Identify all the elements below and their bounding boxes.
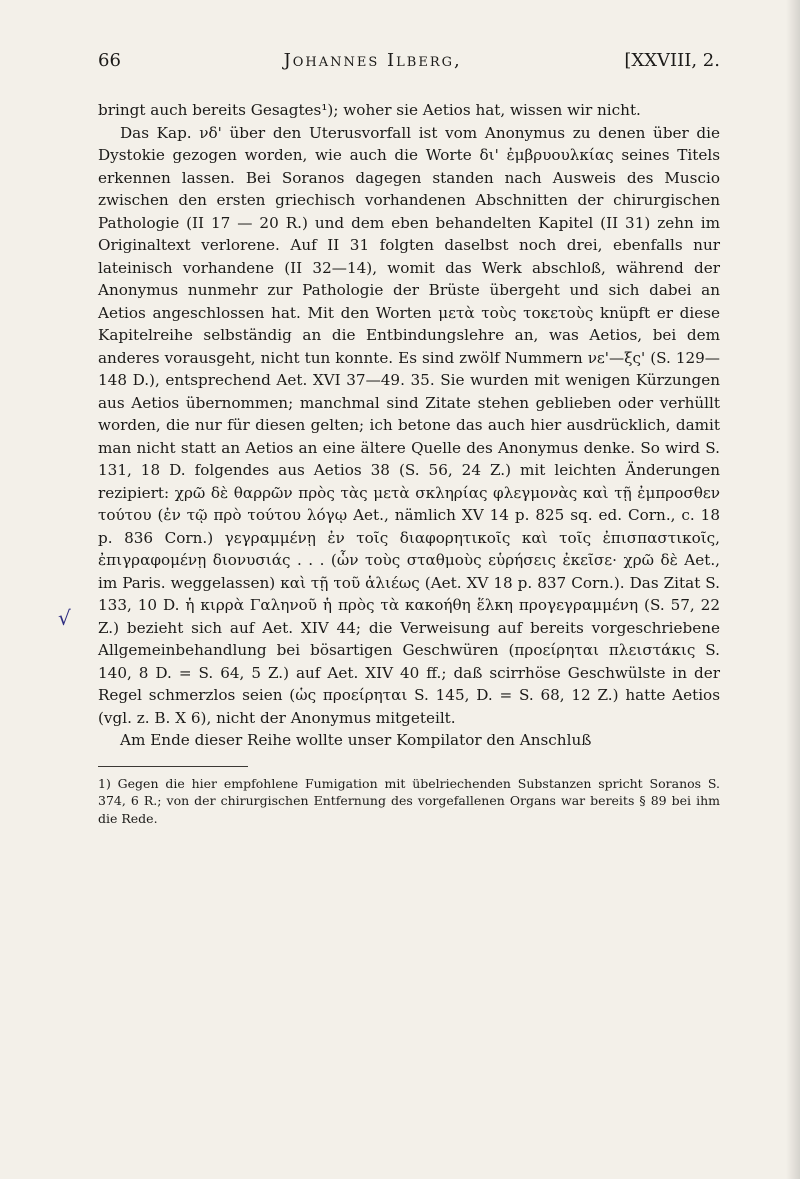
footnote-divider (98, 766, 248, 767)
page-number: 66 (98, 50, 121, 71)
paragraph-2: Das Kap. νδ' über den Uterusvorfall ist vom Anonymus zu denen über die Dystokie gezogen worden, wie auch die Worte δι' ἐμβρυουλκίας seines Titels erkennen lassen. Bei Soranos dagegen standen nach Ausweis des Muscio zwischen den ersten griechisch vorhandenen Abschnitten der chirurgischen Pathologie (II 17 — 20 R.) und dem eben behandelten Kapitel (II 31) zehn im Originaltext verlorene. Auf II 31 folgten daselbst noch drei, ebenfalls nur lateinisch vorhandene (II 32—14), womit das Werk abschloß, während der Anonymus nunmehr zur Pathologie der Brüste übergeht und sich dabei an Aetios angeschlossen hat. Mit den Worten μετὰ τοὺς τοκετοὺς knüpft er diese Kapitelreihe selbständig an die Entbindungslehre an, was Aetios, bei dem anderes vorausgeht, nicht tun konnte. Es sind zwölf Nummern νε'—ξς' (S. 129—148 D.), entsprechend Aet. XVI 37—49. 35. Sie wurden mit wenigen Kürzungen aus Aetios übernommen; manchmal sind Zitate stehen geblieben oder verhüllt worden, die nur für diesen gelten; ich betone das auch hier ausdrücklich, damit man nicht statt an Aetios an eine ältere Quelle des Anonymus denke. So wird S. 131, 18 D. folgendes aus Aetios 38 (S. 56, 24 Z.) mit leichten Änderungen rezipiert: χρῶ δὲ θαρρῶν πρὸς τὰς μετὰ σκληρίας φλεγμονὰς καὶ τῇ ἐμπροσθεν τούτου (ἐν τῷ πρὸ τούτου λόγῳ Aet., nämlich XV 14 p. 825 sq. ed. Corn., c. 18 p. 836 Corn.) γεγραμμένῃ ἐν τοῖς διαφορητικοῖς καὶ τοῖς ἐπισπαστικοῖς, ἐπιγραφομένῃ διονυσιάς . . . (ὧν τοὺς σταθμοὺς εὑρήσεις ἐκεῖσε· χρῶ δὲ Aet., im Paris. weggelassen) καὶ τῇ τοῦ ἁλιέως (Aet. XV 18 p. 837 Corn.). Das Zitat S. 133, 10 D. ἡ κιρρὰ Γαληνοῦ ἡ πρὸς τὰ κακοήθη ἕλκη προγεγραμμένη (S. 57, 22 Z.) bezieht sich auf Aet. XIV 44; die Verweisung auf bereits vorgeschriebene Allgemeinbehandlung bei bösartigen Geschwüren (προείρηται πλειστάκις S. 140, 8 D. = S. 64, 5 Z.) auf Aet. XIV 40 ff.; daß scirrhöse Geschwülste in der Regel schmerzlos seien (ὡς προείρηται S. 145, D. = S. 68, 12 Z.) hatte Aetios (vgl. z. B. X 6), nicht der Anonymus mitgeteilt. (98, 123, 720, 727)
footnote: 1) Gegen die hier empfohlene Fumigation mit übelriechenden Substanzen spricht Soranos S. 374, 6 R.; von der chirurgischen Entfernung des vorgefallenen Organs war bereits § 89 bei ihm die Rede. (98, 775, 720, 826)
main-text (98, 99, 720, 752)
paragraph-1: bringt auch bereits Gesagtes¹); woher sie Aetios hat, wissen wir nicht. (98, 101, 641, 119)
margin-annotation: √ (58, 606, 71, 630)
book-page (98, 50, 720, 827)
running-title: Johannes Ilberg, (283, 50, 462, 71)
paragraph-3: Am Ende dieser Reihe wollte unser Kompilator den Anschluß (120, 731, 592, 749)
volume-reference: [XXVIII, 2. (624, 50, 720, 71)
running-header (98, 50, 720, 71)
page-edge-shadow (786, 0, 800, 1179)
